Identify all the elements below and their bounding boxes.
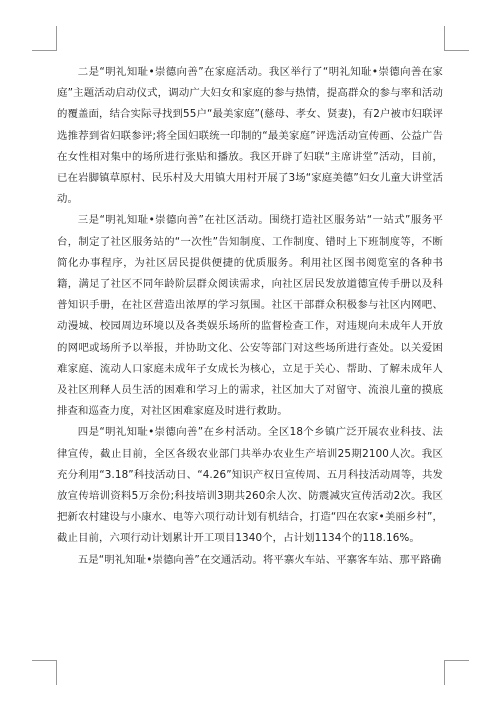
paragraph-traffic: 五是“明礼知耻•崇德向善”在交通活动。将平寨火车站、平寨客车站、那平路确	[77, 553, 442, 566]
document-body	[57, 62, 443, 571]
paragraph-community: 三是“明礼知耻•崇德向善”在社区活动。围绕打造社区服务站“一站式”服务平台，制定了社区服务站的“一次性”告知制度、工作制度、错时上下班制度等，不断简化办事程序，为社区居民提供便捷的优质服务。利用社区图书阅览室的各种书籍，满足了社区不同年龄阶层群众阅读需求，向社区居民发放道德宣传手册以及科普知识手册，在社区营造出浓厚的学习氛围。社区干部群众积极参与社区内网吧、动漫城、校园周边环境以及各类娱乐场所的监督检查工作，对违规向未成年人开放的网吧或场所予以举报，并协助文化、公安等部门对这些场所进行查处。以关爱困难家庭、流动人口家庭未成年子女成长为核心，立足于关心、帮助、了解未成年人及社区刑释人员生活的困难和学习上的需求，社区加大了对留守、流浪儿童的摸底排查和巡查力度，对社区困难家庭及时进行救助。	[57, 214, 443, 418]
paragraph-family: 二是“明礼知耻•崇德向善”在家庭活动。我区举行了“明礼知耻•崇德向善在家庭”主题活动启动仪式，调动广大妇女和家庭的参与热情，提高群众的参与率和活动的覆盖面，结合实际寻找到55户“最美家庭”(慈母、孝女、贤妻)，有2户被市妇联评选推荐到省妇联参评;将全国妇联统一印制的“最美家庭”评选活动宣传画、公益广告在女性相对集中的场所进行张贴和播放。我区开辟了妇联“主席讲堂”活动，目前，已在岩脚镇草原村、民乐村及大用镇大用村开展了3场“家庭美德”妇女儿童大讲堂活动。	[57, 66, 443, 206]
crop-mark-top-right	[444, 26, 469, 51]
paragraph-village: 四是“明礼知耻•崇德向善”在乡村活动。全区18个乡镇广泛开展农业科技、法律宣传，截止目前，全区各级农业部门共举办农业生产培训25期2100人次。我区充分利用“3.18”科技活动日、“4.26”知识产权日宣传周、五月科技活动周等，共发放宣传培训资料5万余份;科技培训3期共260余人次、防震减灾宣传活动2次。我区把新农村建设与小康水、电等六项行动计划有机结合，打造“四在农家•美丽乡村”，截止目前，六项行动计划累计开工项目1340个，占计划1134个的118.16%。	[57, 426, 443, 545]
crop-mark-bottom-right	[444, 660, 469, 685]
crop-mark-bottom-left	[32, 660, 57, 685]
crop-mark-top-left	[32, 26, 57, 51]
